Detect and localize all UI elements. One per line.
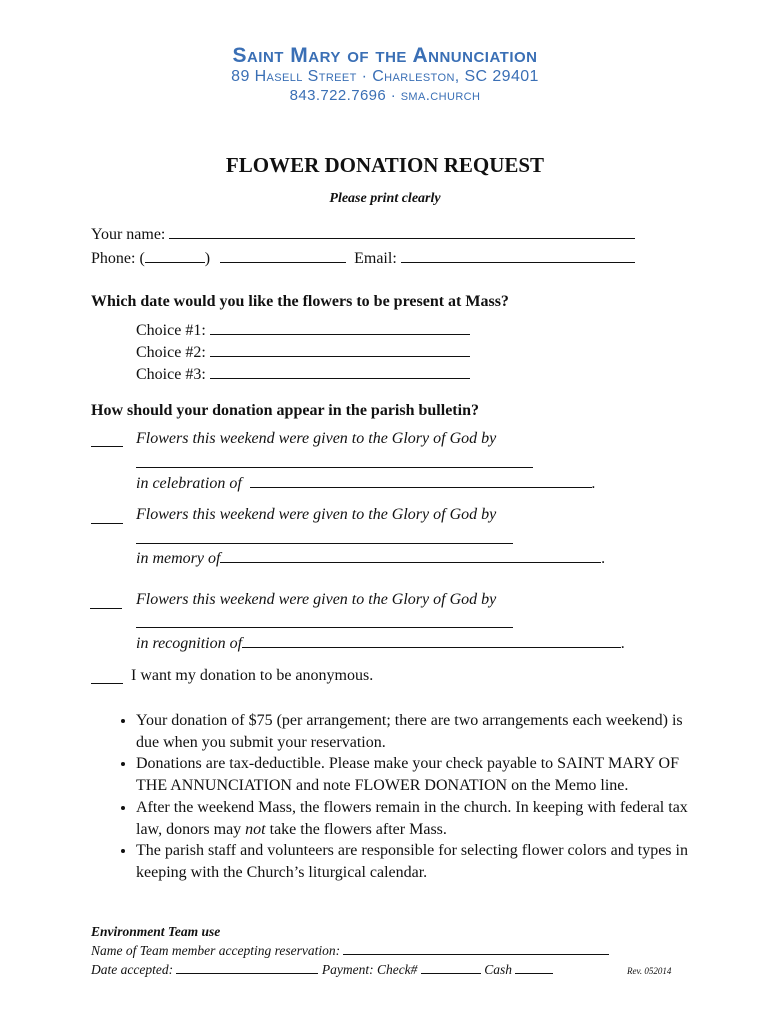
choice-2-row: [136, 342, 470, 362]
cash-field[interactable]: [515, 961, 553, 974]
name-label: Your name:: [91, 226, 166, 243]
option-1-follow-label: in celebration of: [136, 475, 242, 492]
bulletin-question: How should your donation appear in the parish bulletin?: [91, 402, 479, 419]
choice-3-row: [136, 364, 470, 384]
team-member-field[interactable]: [343, 942, 609, 955]
team-member-label: Name of Team member accepting reservation:: [91, 943, 341, 958]
environment-team-heading: Environment Team use: [91, 924, 221, 939]
note-item: • The parish staff and volunteers are responsible for selecting flower colors and types in keeping with the Church’s liturgical calendar.: [136, 840, 696, 883]
date-payment-row: [91, 961, 553, 978]
church-address: 89 Hasell Street · Charleston, SC 29401: [231, 68, 539, 85]
anonymous-text: I want my donation to be anonymous.: [131, 667, 374, 684]
donation-notes: [106, 710, 696, 884]
area-code-field[interactable]: [145, 248, 205, 263]
form-subtitle: Please print clearly: [329, 191, 441, 206]
option-3-follow-row: [136, 633, 625, 653]
note-item: • Your donation of $75 (per arrangement; there are two arrangements each weekend) is due when you submit your reservation.: [136, 710, 696, 753]
name-field[interactable]: [169, 224, 635, 239]
option-1-text: Flowers this weekend were given to the Glory of God by: [136, 430, 497, 447]
option-2-follow-row: [136, 548, 605, 568]
option-3-period: .: [621, 635, 626, 652]
option-3-text: Flowers this weekend were given to the Glory of God by: [136, 591, 497, 608]
option-1-follow-row: [136, 473, 596, 493]
note-emphasis: not: [245, 820, 266, 838]
option-2-name-field[interactable]: [136, 543, 513, 544]
date-question: Which date would you like the flowers to be present at Mass?: [91, 293, 509, 310]
date-accepted-field[interactable]: [176, 961, 318, 974]
check-number-field[interactable]: [421, 961, 481, 974]
note-text: After the weekend Mass, the flowers remain in the church. In keeping with federal tax law, donors may: [136, 798, 688, 838]
choice-1-row: [136, 320, 470, 340]
note-item: • Donations are tax-deductible. Please make your check payable to SAINT MARY OF THE ANNUNCIATION and note FLOWER DONATION on the Memo line.: [136, 753, 696, 796]
option-1-period: .: [591, 475, 596, 492]
date-accepted-label: Date accepted:: [91, 962, 174, 977]
option-3-checkbox-line[interactable]: [90, 608, 122, 609]
option-3-name-field[interactable]: [136, 627, 513, 628]
option-1-checkbox-line[interactable]: [91, 446, 123, 447]
option-1-name-field[interactable]: [136, 467, 533, 468]
option-2-checkbox-line[interactable]: [91, 523, 123, 524]
team-member-row: [91, 942, 609, 959]
option-3-follow-label: in recognition of: [136, 635, 243, 652]
email-label: Email:: [354, 250, 397, 267]
form-title: FLOWER DONATION REQUEST: [225, 153, 545, 177]
choice-1-label: Choice #1:: [136, 322, 206, 339]
church-name: Saint Mary of the Annunciation: [232, 44, 538, 67]
cash-label: Cash: [484, 962, 512, 977]
anonymous-checkbox-line[interactable]: [91, 683, 123, 684]
option-2-text: Flowers this weekend were given to the Glory of God by: [136, 506, 497, 523]
option-3-occasion-field[interactable]: [242, 633, 621, 648]
phone-close-paren: ): [204, 250, 211, 267]
phone-label: Phone: (: [91, 250, 145, 267]
note-item: [136, 797, 696, 840]
choice-2-field[interactable]: [210, 342, 470, 357]
revision-label: Rev. 052014: [627, 966, 672, 976]
choice-1-field[interactable]: [210, 320, 470, 335]
note-text: take the flowers after Mass.: [265, 820, 447, 838]
option-2-period: .: [601, 550, 606, 567]
name-row: [91, 224, 635, 244]
email-field[interactable]: [401, 248, 635, 263]
phone-email-row: [91, 248, 635, 268]
choice-3-label: Choice #3:: [136, 366, 206, 383]
phone-field[interactable]: [220, 248, 346, 263]
option-2-follow-label: in memory of: [136, 550, 221, 567]
choice-3-field[interactable]: [210, 364, 470, 379]
choice-2-label: Choice #2:: [136, 344, 206, 361]
payment-label: Payment: Check#: [321, 962, 418, 977]
option-1-occasion-field[interactable]: [250, 473, 592, 488]
church-contact: 843.722.7696 · sma.church: [289, 87, 481, 104]
option-2-occasion-field[interactable]: [220, 548, 601, 563]
